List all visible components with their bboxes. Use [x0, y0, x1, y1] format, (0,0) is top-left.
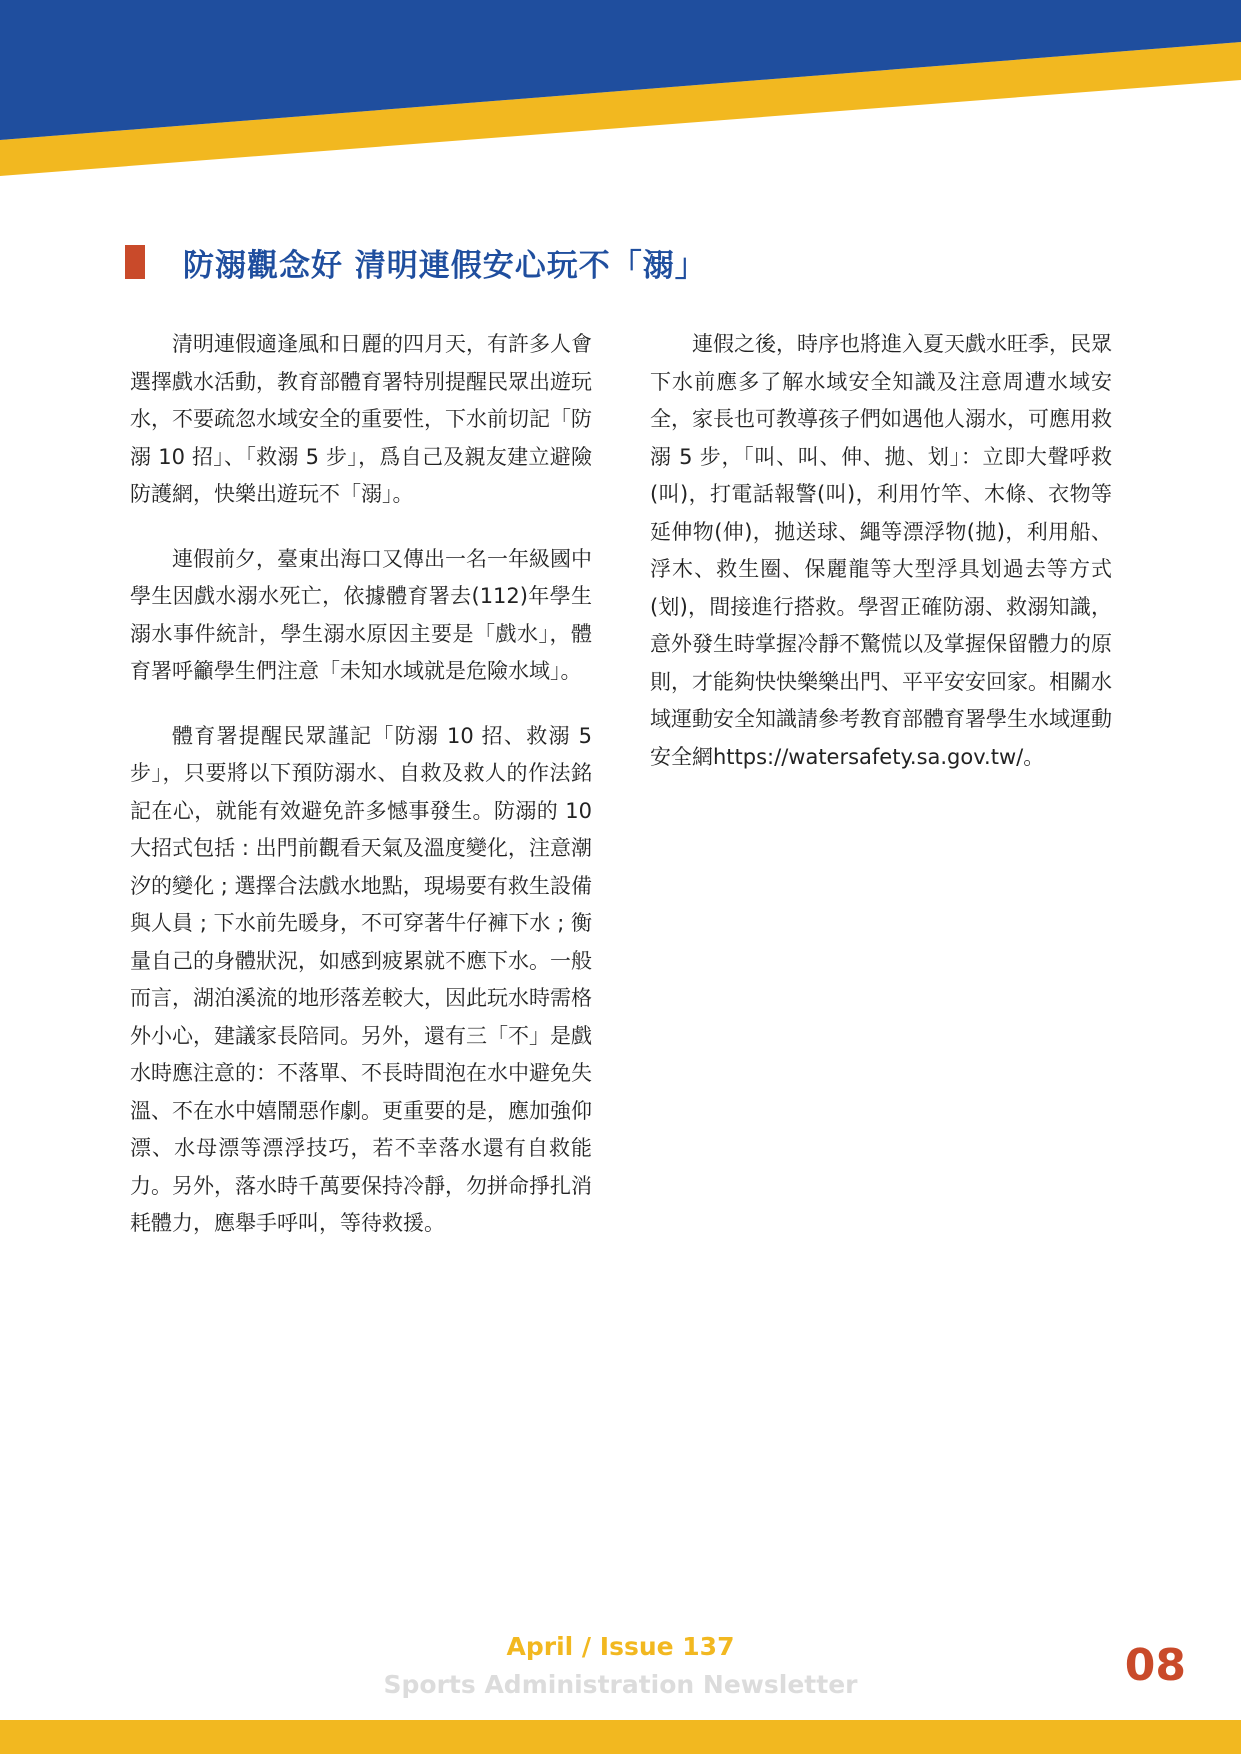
title-marker [125, 245, 145, 279]
header-banner [0, 0, 1241, 180]
right-column [650, 326, 1112, 803]
article-title: 防溺觀念好 清明連假安心玩不「溺」 [183, 247, 707, 284]
paragraph-rescue-text: 連假之後，時序也將進入夏天戲水旺季，民眾下水前應多了解水域安全知識及注意周遭水域安全，家長也可教導孩子們如遇他人溺水，可應用救溺 5 步，「叫、叫、伸、拋、划」：立即大聲呼救(叫)，打電話報警(叫)，利用竹竿、木條、衣物等延伸物(伸)，拋送球、繩等漂浮物(拋)，利用船、浮木、救生圈、保麗龍等大型浮具划過去等方式(划)，間接進行搭救。學習正確防溺、救溺知識，意外發生時掌握冷靜不驚慌以及掌握保留體力的原則，才能夠快快樂樂出門、平平安安回家。相關水域運動安全知識請參考教育部體育署學生水域運動安全網 [650, 332, 1112, 769]
page-number: 08 [1124, 1640, 1186, 1691]
paragraph-tips: 體育署提醒民眾謹記「防溺 10 招、救溺 5 步」，只要將以下預防溺水、自救及救人的作法銘記在心，就能有效避免許多憾事發生。防溺的 10 大招式包括 : 出門前觀看天氣及溫度變化，注意潮汐的變化 ; 選擇合法戲水地點，現場要有救生設備與人員 ; 下水前先暖身，不可穿著牛仔褲下水 ; 衡量自己的身體狀況，如感到疲累就不應下水。一般而言，湖泊溪流的地形落差較大，因此玩水時需格外小心，建議家長陪同。另外，還有三「不」是戲水時應注意的：不落單、不長時間泡在水中避免失溫、不在水中嬉鬧惡作劇。更重要的是，應加強仰漂、水母漂等漂浮技巧，若不幸落水還有自救能力。另外，落水時千萬要保持冷靜，勿拼命掙扎消耗體力，應舉手呼叫，等待救援。 [130, 723, 592, 1235]
footer-bar [0, 1720, 1241, 1754]
article-title-row [125, 240, 707, 284]
watersafety-link[interactable]: https://watersafety.sa.gov.tw/ [713, 744, 1024, 769]
paragraph-incident: 連假前夕，臺東出海口又傳出一名一年級國中學生因戲水溺水死亡，依據體育署去(112)年學生溺水事件統計，學生溺水原因主要是「戲水」，體育署呼籲學生們注意「未知水域就是危險水域」。 [130, 546, 592, 683]
paragraph-intro: 清明連假適逢風和日麗的四月天，有許多人會選擇戲水活動，教育部體育署特別提醒民眾出遊玩水，不要疏忽水域安全的重要性，下水前切記「防溺 10 招」、「救溺 5 步」，爲自己及親友建立避險防護網，快樂出遊玩不「溺」。 [130, 332, 592, 506]
paragraph-rescue [650, 326, 1112, 776]
left-column [130, 326, 592, 1270]
footer-newsletter-name: Sports Administration Newsletter [383, 1670, 858, 1699]
footer-issue: April / Issue 137 [506, 1632, 735, 1661]
paragraph-rescue-end: 。 [1023, 744, 1045, 769]
